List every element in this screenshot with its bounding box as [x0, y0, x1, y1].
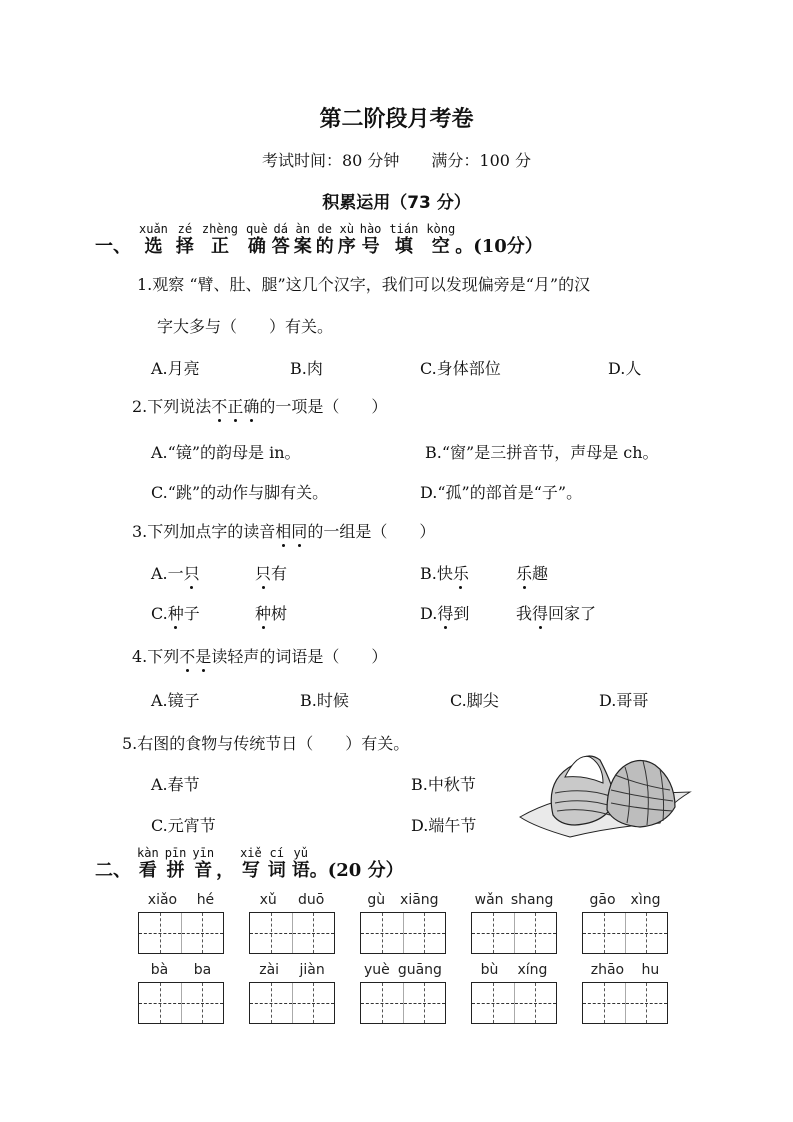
pinyin-char: ，: [216, 860, 235, 881]
pair-text: 我: [516, 604, 533, 623]
pinyin-syllable: bà: [150, 962, 169, 978]
q3-stem: [132, 519, 435, 542]
char-cell[interactable]: [472, 983, 515, 1023]
section-score: 。(20 分）: [309, 860, 404, 881]
pinyin-char: yǔ 语: [291, 846, 310, 881]
option-text: 子: [183, 604, 200, 623]
char-cell[interactable]: [139, 983, 182, 1023]
tianzige-box[interactable]: [138, 982, 224, 1024]
q1-line1: 1.观察 “臂、肚、腿”这几个汉字，我们可以发现偏旁是“月”的汉: [137, 275, 591, 294]
tianzige-box[interactable]: [249, 982, 335, 1024]
dotted-char: 得: [437, 604, 454, 623]
q4-option-b[interactable]: B.时候: [300, 691, 349, 710]
pair-text: 有: [271, 564, 288, 583]
pinyin-syllable: zhāo: [590, 962, 625, 978]
q5-option-a[interactable]: A.春节: [151, 775, 200, 794]
char-cell[interactable]: [515, 913, 557, 953]
q3-option-c[interactable]: [151, 601, 200, 624]
pinyin-syllable: xíng: [517, 962, 548, 978]
dotted-char: 乐: [452, 564, 469, 583]
q2-prefix: 2.下列说法: [132, 397, 212, 416]
q1-line2: 字大多与（ ）有关。: [157, 317, 334, 336]
tianzige-box[interactable]: [582, 982, 668, 1024]
section2-heading: [95, 846, 404, 882]
q3-prefix: 3.下列加点字的读音: [132, 522, 276, 541]
pinyin-char: cí 词: [267, 846, 286, 881]
dotted-char: 相: [275, 522, 292, 541]
grid-pinyin: [360, 962, 446, 982]
page-title: 第二阶段月考卷: [319, 107, 474, 132]
dotted-char: 不: [179, 647, 196, 666]
pinyin-syllable: xǔ: [259, 892, 277, 908]
grid-pinyin: [249, 892, 335, 912]
pinyin-syllable: xiāng: [400, 892, 439, 908]
q1-option-c[interactable]: C.身体部位: [420, 359, 501, 378]
q3-option-c-pair: [255, 601, 287, 624]
word-writing-grid[interactable]: [138, 962, 224, 1024]
zongzi-icon: [515, 745, 700, 840]
q1-option-a[interactable]: A.月亮: [151, 359, 200, 378]
word-writing-grid[interactable]: [249, 892, 335, 954]
pinyin-char: de 的: [315, 222, 334, 257]
section-number: 二、: [95, 860, 131, 881]
q4-suffix: 读轻声的词语是（ ）: [211, 647, 388, 666]
q5-option-d[interactable]: D.端午节: [411, 816, 477, 835]
char-cell[interactable]: [182, 983, 224, 1023]
q4-option-c[interactable]: C.脚尖: [450, 691, 499, 710]
pinyin-syllable: yuè: [364, 962, 390, 978]
pair-text: 回家了: [548, 604, 597, 623]
q3-suffix: 的一组是（ ）: [307, 522, 436, 541]
option-label: C.: [151, 604, 168, 623]
q2-option-b[interactable]: B.“窗”是三拼音节，声母是 ch。: [425, 443, 659, 462]
q1-option-b[interactable]: B.肉: [290, 359, 323, 378]
q4-option-a[interactable]: A.镜子: [151, 691, 200, 710]
tianzige-box[interactable]: [582, 912, 668, 954]
char-cell[interactable]: [361, 913, 404, 953]
char-cell[interactable]: [515, 983, 557, 1023]
pinyin-char: kàn 看: [137, 846, 159, 881]
char-cell[interactable]: [626, 913, 668, 953]
word-writing-grid[interactable]: [360, 892, 446, 954]
dotted-char: 只: [183, 564, 200, 583]
pinyin-char: pīn 拼: [164, 846, 187, 881]
q3-option-a[interactable]: [151, 561, 200, 584]
char-cell[interactable]: [404, 913, 446, 953]
grid-pinyin: [582, 892, 668, 912]
q4-prefix: 4.下列: [132, 647, 180, 666]
pinyin-syllable: bù: [480, 962, 499, 978]
pinyin-char: kòng 空: [426, 222, 456, 257]
word-writing-grid[interactable]: [471, 962, 557, 1024]
word-writing-grid[interactable]: [582, 962, 668, 1024]
dotted-char: 不: [211, 397, 228, 416]
pinyin-syllable: xìng: [630, 892, 661, 908]
grid-pinyin: [471, 892, 557, 912]
pinyin-char: zé 择: [175, 222, 194, 257]
pinyin-syllable: jiàn: [299, 962, 325, 978]
section1-heading: [95, 222, 543, 258]
tianzige-box[interactable]: [360, 982, 446, 1024]
pinyin-char: àn 案: [293, 222, 312, 257]
dotted-char: 种: [255, 604, 272, 623]
q3-option-d-pair: [516, 601, 596, 624]
q2-option-c[interactable]: C.“跳”的动作与脚有关。: [151, 483, 329, 502]
grid-pinyin: [471, 962, 557, 982]
char-cell[interactable]: [583, 913, 626, 953]
char-cell[interactable]: [583, 983, 626, 1023]
pinyin-char: hào 号: [359, 222, 382, 257]
word-writing-grid[interactable]: [471, 892, 557, 954]
q3-option-d[interactable]: [420, 601, 469, 624]
pinyin-syllable: hu: [641, 962, 660, 978]
char-cell[interactable]: [250, 913, 293, 953]
dotted-char: 正: [227, 397, 244, 416]
tianzige-box[interactable]: [360, 912, 446, 954]
char-cell[interactable]: [626, 983, 668, 1023]
pinyin-syllable: xiǎo: [147, 892, 178, 908]
pinyin-char: xiě 写: [240, 846, 262, 881]
char-cell[interactable]: [293, 913, 335, 953]
pinyin-char: què 确: [246, 222, 268, 257]
pinyin-char: zhèng 正: [201, 222, 239, 257]
pinyin-char: dá 答: [271, 222, 290, 257]
dotted-char: 确: [243, 397, 260, 416]
char-cell[interactable]: [361, 983, 404, 1023]
pinyin-syllable: gāo: [589, 892, 616, 908]
pinyin-char: xù 序: [337, 222, 356, 257]
grid-pinyin: [360, 892, 446, 912]
option-label: A.一: [151, 564, 184, 583]
word-writing-grid[interactable]: [138, 892, 224, 954]
pinyin-syllable: hé: [196, 892, 215, 908]
char-cell[interactable]: [472, 913, 515, 953]
q5-option-c[interactable]: C.元宵节: [151, 816, 216, 835]
exam-info: 考试时间：80 分钟 满分：100 分: [261, 151, 532, 170]
section-score: 。(10分）: [455, 236, 543, 257]
pinyin-syllable: gù: [367, 892, 386, 908]
q5-option-b[interactable]: B.中秋节: [411, 775, 476, 794]
q3-option-b[interactable]: [420, 561, 469, 584]
dotted-char: 是: [195, 647, 212, 666]
q2-suffix: 的一项是（ ）: [259, 397, 388, 416]
char-cell[interactable]: [293, 983, 335, 1023]
pinyin-syllable: ba: [193, 962, 212, 978]
dotted-char: 乐: [516, 564, 533, 583]
pinyin-char: xuǎn 选: [139, 222, 168, 257]
word-writing-grid[interactable]: [582, 892, 668, 954]
dotted-char: 得: [532, 604, 549, 623]
q5-stem: 5.右图的食物与传统节日（ ）有关。: [122, 734, 410, 753]
q4-option-d[interactable]: D.哥哥: [599, 691, 649, 710]
grid-pinyin: [138, 962, 224, 982]
tianzige-box[interactable]: [471, 982, 557, 1024]
option-label: B.快: [420, 564, 453, 583]
pinyin-char: tián 填: [389, 222, 419, 257]
q2-stem: [132, 394, 387, 417]
tianzige-box[interactable]: [249, 912, 335, 954]
char-cell[interactable]: [404, 983, 446, 1023]
dotted-char: 只: [255, 564, 272, 583]
q2-option-d[interactable]: D.“孤”的部首是“子”。: [420, 483, 583, 502]
section-number: 一、: [95, 236, 131, 257]
pair-text: 趣: [532, 564, 549, 583]
zongzi-illustration: [515, 745, 700, 840]
pinyin-char: yīn 音: [192, 846, 215, 881]
pinyin-syllable: wǎn: [474, 892, 504, 908]
pinyin-syllable: guāng: [397, 962, 442, 978]
word-writing-grid[interactable]: [360, 962, 446, 1024]
pinyin-syllable: zài: [259, 962, 280, 978]
part-title: 积累运用（73 分）: [322, 193, 471, 213]
tianzige-box[interactable]: [471, 912, 557, 954]
char-cell[interactable]: [139, 913, 182, 953]
grid-pinyin: [138, 892, 224, 912]
option-label: D.: [420, 604, 438, 623]
q4-stem: [132, 644, 387, 667]
tianzige-box[interactable]: [138, 912, 224, 954]
pair-text: 树: [271, 604, 288, 623]
option-text: 到: [453, 604, 470, 623]
q3-option-b-pair: [516, 561, 548, 584]
word-writing-grid[interactable]: [249, 962, 335, 1024]
dotted-char: 种: [167, 604, 184, 623]
char-cell[interactable]: [250, 983, 293, 1023]
dotted-char: 同: [291, 522, 308, 541]
pinyin-syllable: shang: [510, 892, 554, 908]
pinyin-syllable: duō: [298, 892, 325, 908]
q3-option-a-pair: [255, 561, 287, 584]
grid-pinyin: [249, 962, 335, 982]
grid-pinyin: [582, 962, 668, 982]
q2-option-a[interactable]: A.“镜”的韵母是 in。: [151, 443, 301, 462]
char-cell[interactable]: [182, 913, 224, 953]
q1-option-d[interactable]: D.人: [608, 359, 642, 378]
